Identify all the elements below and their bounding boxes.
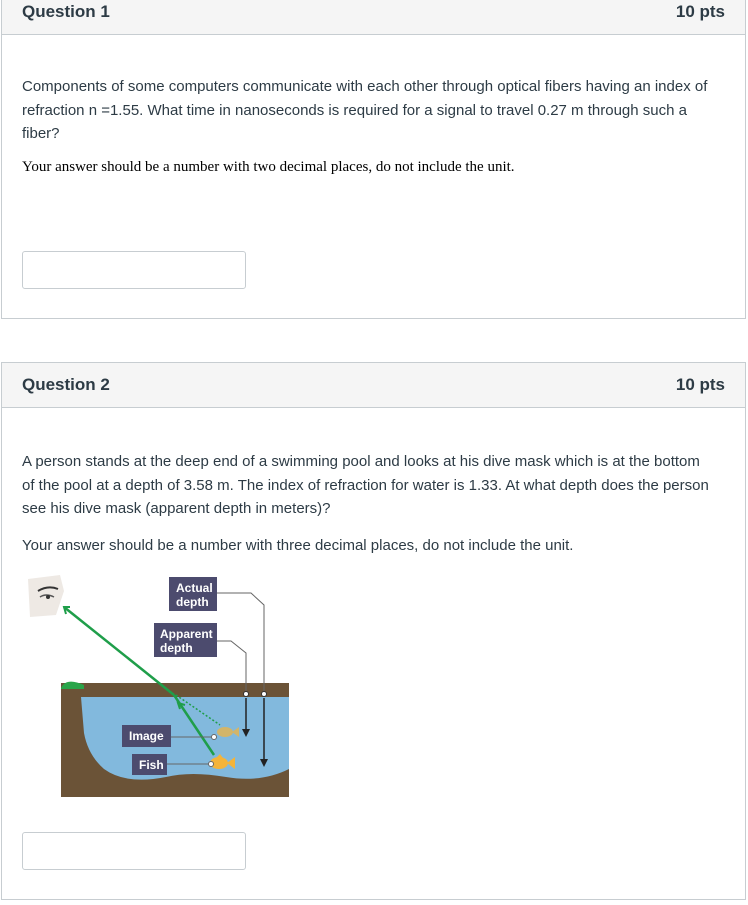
apparent-depth-label-1: Apparent: [160, 627, 213, 641]
question-2-header: [2, 363, 745, 408]
question-1-header: [2, 0, 745, 35]
question-2-card: [1, 362, 746, 900]
grass: [61, 682, 84, 689]
apparent-depth-diagram: [26, 573, 292, 799]
question-2-text: A person stands at the deep end of a swimming pool and looks at his dive mask which is at the bottom of the pool at a depth of 3.58 m. The index of refraction for water is 1.33. At what depth does the person see his dive mask (apparent depth in meters)?: [22, 453, 709, 517]
fish-label: Fish: [139, 758, 164, 772]
actual-depth-label-1: Actual: [176, 581, 213, 595]
actual-depth-leader: [216, 593, 264, 691]
eye-icon: [28, 575, 64, 617]
question-1-title: Question 1: [22, 2, 110, 21]
question-1-points: 10 pts: [675, 2, 725, 21]
question-1-card: [1, 0, 746, 319]
question-1-answer-input[interactable]: [22, 251, 246, 289]
image-label: Image: [129, 729, 164, 743]
question-2-title: Question 2: [22, 375, 110, 394]
question-2-points: 10 pts: [675, 375, 725, 394]
question-1-text: Components of some computers communicate with each other through optical fibers having an index of refraction n =1.55. What time in nanoseconds is required for a signal to travel 0.27 m through such a fiber?: [22, 78, 708, 142]
actual-depth-label-2: depth: [176, 595, 209, 609]
question-1-instruction: Your answer should be a number with two decimal places, do not include the unit.: [22, 159, 515, 175]
question-2-answer-input[interactable]: [22, 832, 246, 870]
apparent-depth-label-2: depth: [160, 641, 193, 655]
question-2-instruction: Your answer should be a number with three decimal places, do not include the unit.: [22, 537, 574, 554]
